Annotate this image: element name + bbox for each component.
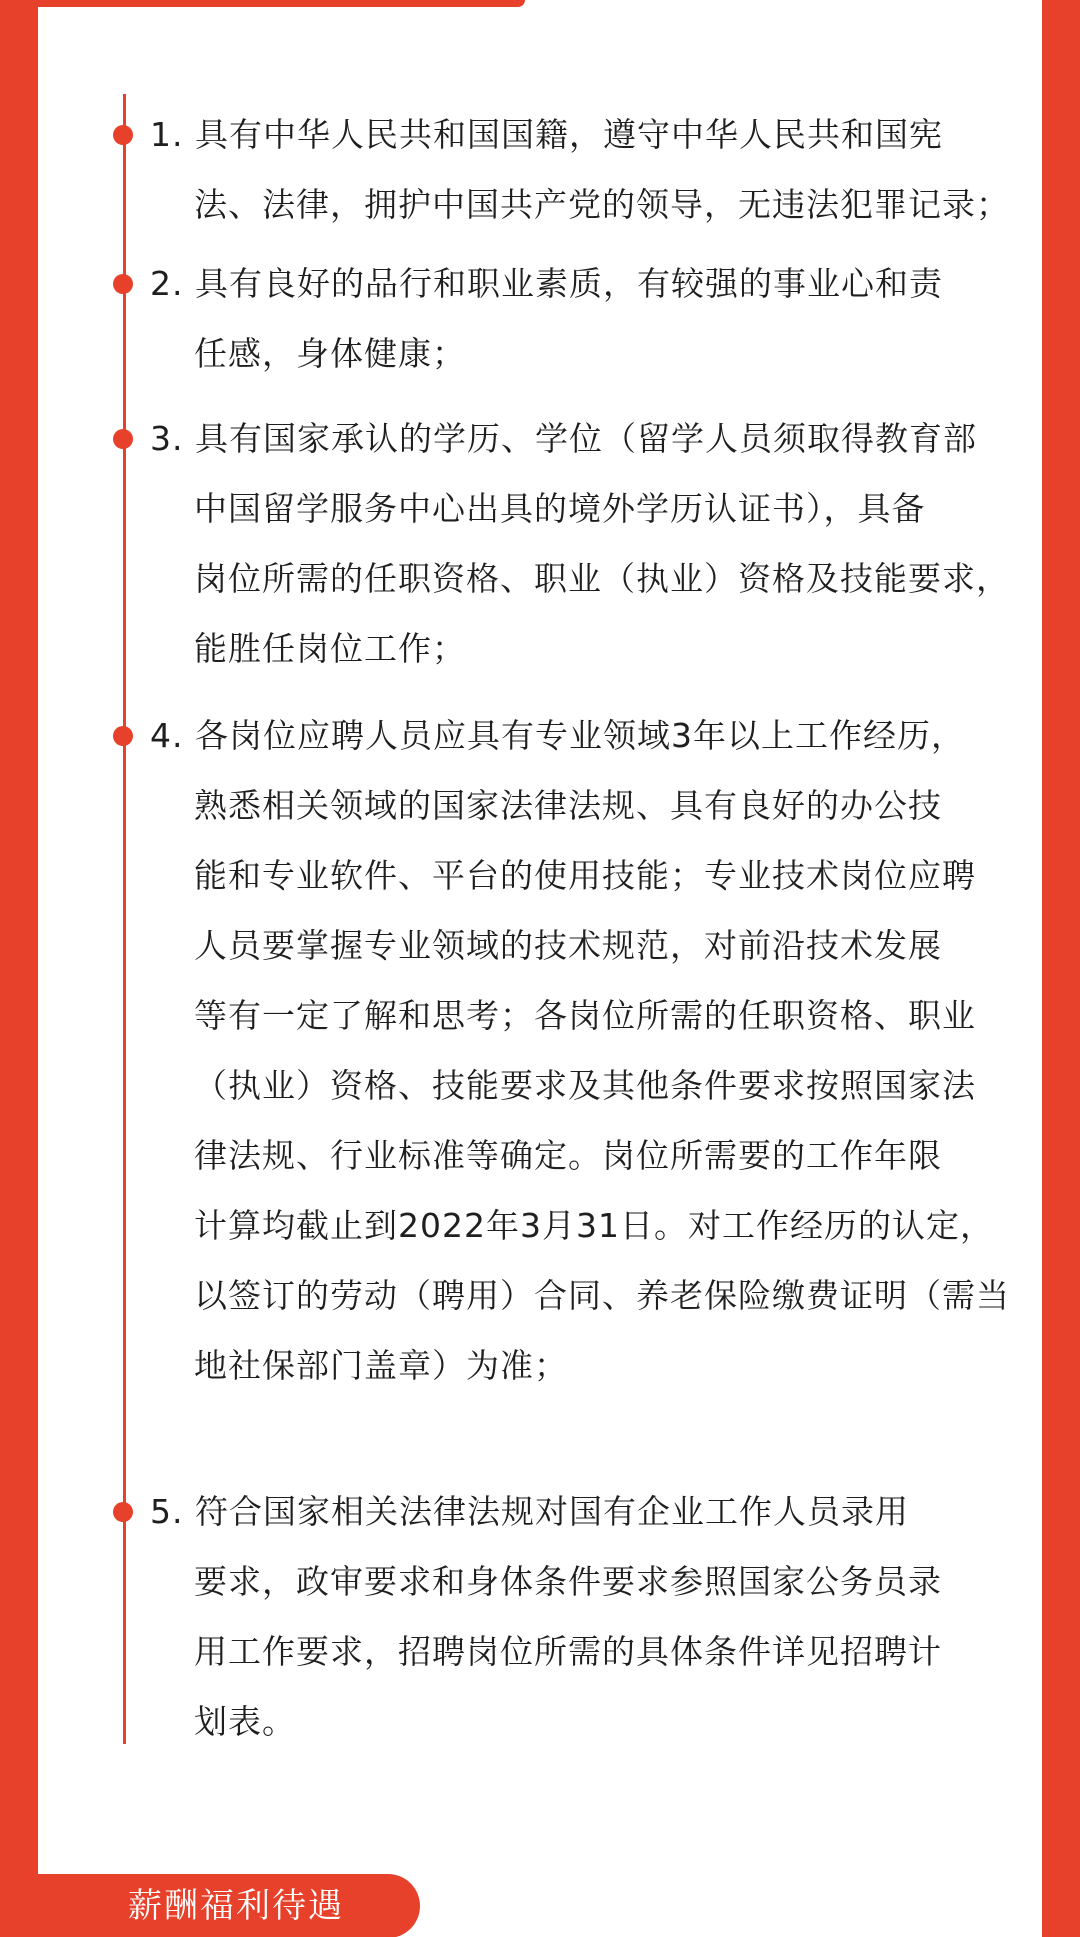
- requirement-2-line-2: 任感，身体健康；: [194, 334, 466, 373]
- timeline-dot-4: [113, 726, 133, 746]
- right-frame-border: [1042, 0, 1080, 1937]
- requirement-item-3: [150, 404, 1010, 684]
- requirement-1-line-1: 1. 具有中华人民共和国国籍，遵守中华人民共和国宪: [150, 115, 943, 154]
- requirement-4-line-8: 计算均截止到2022年3月31日。对工作经历的认定，: [194, 1206, 994, 1245]
- requirement-3-line-2: 中国留学服务中心出具的境外学历认证书），具备: [194, 489, 926, 528]
- requirement-item-1: [150, 100, 1010, 240]
- requirement-item-5: [150, 1477, 970, 1757]
- requirement-3-line-1: 3. 具有国家承认的学历、学位（留学人员须取得教育部: [150, 419, 977, 458]
- requirement-item-4: [150, 701, 1010, 1401]
- requirement-4-line-7: 律法规、行业标准等确定。岗位所需要的工作年限: [194, 1136, 942, 1175]
- timeline-dot-2: [113, 274, 133, 294]
- timeline-dot-3: [113, 429, 133, 449]
- requirement-5-line-1: 5. 符合国家相关法律法规对国有企业工作人员录用: [150, 1492, 909, 1531]
- requirement-4-line-10: 地社保部门盖章）为准；: [194, 1346, 568, 1385]
- requirement-1-line-2: 法、法律，拥护中国共产党的领导，无违法犯罪记录；: [194, 185, 1010, 224]
- timeline-dot-5: [113, 1502, 133, 1522]
- requirement-5-line-4: 划表。: [194, 1702, 296, 1741]
- timeline-dot-1: [113, 125, 133, 145]
- requirement-3-line-3: 岗位所需的任职资格、职业（执业）资格及技能要求，: [194, 559, 1010, 598]
- requirement-item-2: [150, 249, 970, 389]
- requirement-2-line-1: 2. 具有良好的品行和职业素质，有较强的事业心和责: [150, 264, 943, 303]
- requirement-4-line-2: 熟悉相关领域的国家法律法规、具有良好的办公技: [194, 786, 942, 825]
- requirement-5-line-2: 要求，政审要求和身体条件要求参照国家公务员录: [194, 1562, 942, 1601]
- section-heading-label: 薪酬福利待遇: [128, 1886, 344, 1926]
- requirement-4-line-1: 4. 各岗位应聘人员应具有专业领域3年以上工作经历，: [150, 716, 965, 755]
- requirement-4-line-4: 人员要掌握专业领域的技术规范，对前沿技术发展: [194, 926, 942, 965]
- requirement-4-line-9: 以签订的劳动（聘用）合同、养老保险缴费证明（需当: [194, 1276, 1010, 1315]
- requirement-5-line-3: 用工作要求，招聘岗位所需的具体条件详见招聘计: [194, 1632, 942, 1671]
- left-frame-border: [0, 0, 38, 1937]
- timeline-line: [123, 94, 126, 1744]
- top-section-tab: [38, 0, 525, 7]
- requirement-3-line-4: 能胜任岗位工作；: [194, 629, 466, 668]
- requirement-4-line-5: 等有一定了解和思考；各岗位所需的任职资格、职业: [194, 996, 976, 1035]
- section-heading-tab: [38, 1874, 420, 1937]
- requirement-4-line-6: （执业）资格、技能要求及其他条件要求按照国家法: [194, 1066, 976, 1105]
- requirement-4-line-3: 能和专业软件、平台的使用技能；专业技术岗位应聘: [194, 856, 976, 895]
